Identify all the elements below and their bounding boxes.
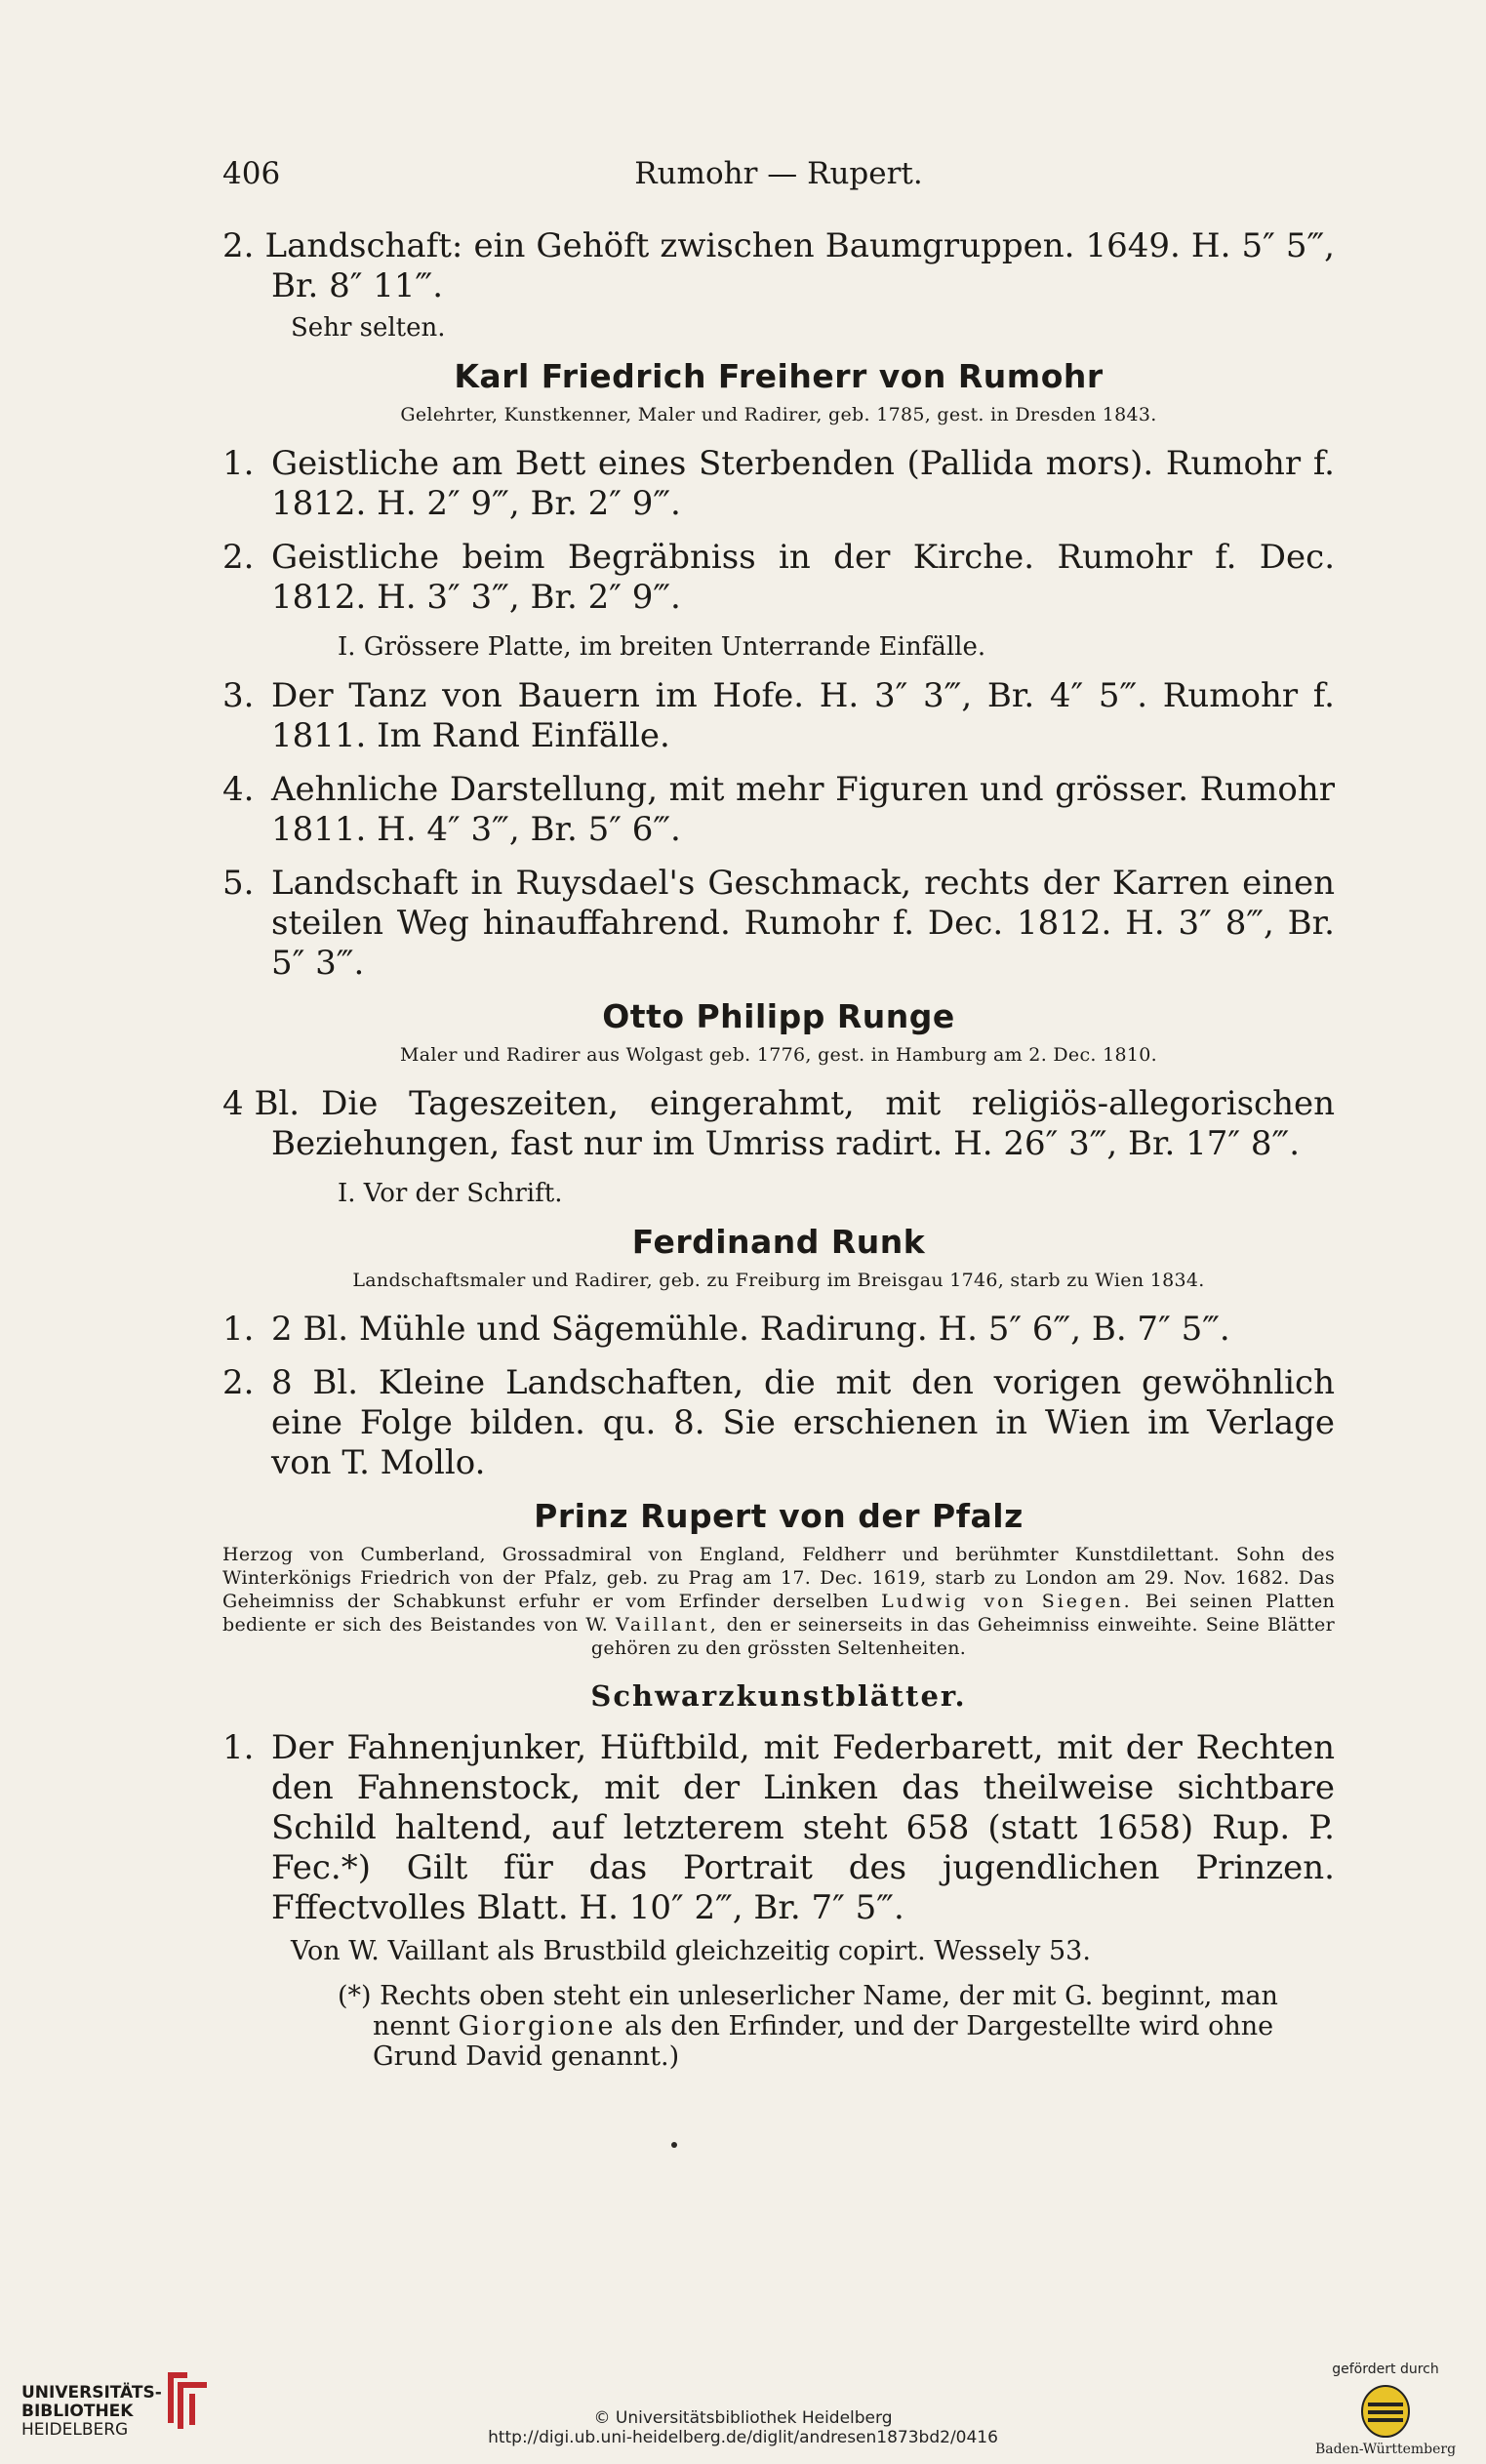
section-subheading: Schwarzkunstblätter. <box>590 1679 967 1713</box>
page-body <box>222 226 1335 2081</box>
bio-name-ludwig: Ludwig von Siegen. <box>881 1591 1133 1612</box>
library-name-line3: HEIDELBERG <box>21 2420 129 2440</box>
entry-note: Sehr selten. <box>291 313 446 343</box>
artist-heading-runk: Ferdinand Runk <box>631 1223 926 1261</box>
entry-runk-1: 1. 2 Bl. Mühle und Sägemühle. Radirung. H. 5″ 6‴, B. 7″ 5‴. <box>222 1310 1230 1349</box>
entry-runge-1 <box>222 1084 1335 1164</box>
entry-rupert-1: 1. Der Fahnenjunker, Hüftbild, mit Federbarett, mit der Rechten den Fahnenstock, mit der Linken das theilweise sichtbare Schild haltend, auf letzterem steht 658 (statt 1658) Rup. P. Fec.*) Gilt für das Portrait des jugendlichen Prinzen. Fffectvolles Blatt. H. 10″ 2‴, Br. 7″ 5‴. <box>222 1728 1335 1927</box>
bio-name-vaillant: Vaillant, <box>615 1614 719 1636</box>
entry-text: Landschaft in Ruysdael's Geschmack, rechts der Karren einen steilen Weg hinauffahrend. Rumohr f. Dec. 1812. H. 3″ 8‴, Br. 5″ 3‴. <box>271 864 1335 983</box>
footnote <box>222 1981 1335 2072</box>
entry-text: Geistliche am Bett eines Sterbenden (Pallida mors). Rumohr f. 1812. H. 2″ 9‴, Br. 2″ 9‴. <box>271 444 1335 523</box>
artist-bio-rumohr: Gelehrter, Kunstkenner, Maler und Radirer, geb. 1785, gest. in Dresden 1843. <box>400 404 1157 425</box>
entry-prev-2: 2. Landschaft: ein Gehöft zwischen Baumgruppen. 1649. H. 5″ 5‴, Br. 8″ 11‴. <box>222 226 1335 305</box>
funded-by-text: gefördert durch <box>1332 2362 1439 2377</box>
state-coat-of-arms-icon <box>1356 2383 1415 2440</box>
entry-text: Der Fahnenjunker, Hüftbild, mit Federbarett, mit der Rechten den Fahnenstock, mit der Linken das theilweise sichtbare Schild haltend, auf letzterem steht 658 (statt 1658) Rup. P. Fec.*) Gilt für das Portrait des jugendlichen Prinzen. Fffectvolles Blatt. H. 10″ 2‴, Br. 7″ 5‴. <box>271 1728 1335 1927</box>
entry-runk-2: 2. 8 Bl. Kleine Landschaften, die mit den vorigen gewöhnlich eine Folge bilden. qu. 8. Sie erschienen in Wien im Verlage von T. Mollo. <box>222 1363 1335 1482</box>
artist-bio-rupert <box>222 1543 1335 1660</box>
footnote-name: Giorgione <box>458 2011 617 2041</box>
page-mark <box>671 2142 677 2148</box>
library-name-line2: BIBLIOTHEK <box>21 2402 134 2421</box>
entry-text: 8 Bl. Kleine Landschaften, die mit den vorigen gewöhnlich eine Folge bilden. qu. 8. Sie erschienen in Wien im Verlage von T. Mollo. <box>271 1363 1335 1482</box>
artist-bio-runge: Maler und Radirer aus Wolgast geb. 1776, gest. in Hamburg am 2. Dec. 1810. <box>400 1044 1157 1066</box>
entry-rumohr-1: 1. Geistliche am Bett eines Sterbenden (Pallida mors). Rumohr f. 1812. H. 2″ 9‴, Br. 2″ 9‴. <box>222 444 1335 523</box>
entry-rumohr-4: 4. Aehnliche Darstellung, mit mehr Figuren und grösser. Rumohr 1811. H. 4″ 3‴, Br. 5″ 6‴. <box>222 770 1335 849</box>
entry-text: Aehnliche Darstellung, mit mehr Figuren und grösser. Rumohr 1811. H. 4″ 3‴, Br. 5″ 6‴. <box>271 770 1335 849</box>
state-name: Baden-Württemberg <box>1314 2442 1457 2457</box>
page-number: 406 <box>222 156 281 191</box>
entry-rumohr-5: 5. Landschaft in Ruysdael's Geschmack, rechts der Karren einen steilen Weg hinauffahrend. Rumohr f. Dec. 1812. H. 3″ 8‴, Br. 5″ 3‴. <box>222 864 1335 983</box>
entry-note: Von W. Vaillant als Brustbild gleichzeitig copirt. Wessely 53. <box>291 1936 1091 1966</box>
entry-rumohr-2: 2. Geistliche beim Begräbniss in der Kirche. Rumohr f. Dec. 1812. H. 3″ 3‴, Br. 2″ 9‴. <box>222 538 1335 617</box>
bio-text: Herzog von Cumberland, Grossadmiral von England, Feldherr und berühmter Kunstdilettant. Sohn des Winterkönigs Friedrich von der Pfalz, geb. zu Prag am 17. Dec. 1619, starb zu London am 29. Nov. 1682. Das Geheimniss der Schabkunst erfuhr er vom Erfinder derselben <box>222 1544 1335 1612</box>
permalink-url[interactable]: http://digi.ub.uni-heidelberg.de/diglit/andresen1873bd2/0416 <box>488 2428 998 2447</box>
artist-heading-rumohr: Karl Friedrich Freiherr von Rumohr <box>454 357 1104 395</box>
bio-text: den er seinerseits in das Geheimniss einweihte. Seine Blätter gehören zu den grössten Seltenheiten. <box>590 1614 1335 1659</box>
artist-heading-rupert: Prinz Rupert von der Pfalz <box>534 1497 1024 1535</box>
running-title: Rumohr — Rupert. <box>634 156 923 191</box>
entry-number: 4 Bl. <box>222 1084 301 1123</box>
footer-copyright <box>0 2408 1486 2447</box>
bio-text: Bei seinen Platten bediente er sich des Beistandes von W. <box>222 1591 1336 1636</box>
page-header <box>222 156 1335 199</box>
footnote-text: als den Erfinder, und der Dargestellte wird ohne Grund David genannt.) <box>373 2011 1274 2072</box>
copyright-text: © Universitätsbibliothek Heidelberg <box>593 2408 893 2428</box>
library-name-line1: UNIVERSITÄTS- <box>21 2383 162 2403</box>
footnote-text: (*) Rechts oben steht ein unleserlicher Name, der mit G. beginnt, man nennt <box>338 1981 1278 2041</box>
artist-heading-runge: Otto Philipp Runge <box>602 997 955 1035</box>
funding-badge <box>1298 2362 1473 2457</box>
artist-bio-runk: Landschaftsmaler und Radirer, geb. zu Freiburg im Breisgau 1746, starb zu Wien 1834. <box>352 1270 1205 1291</box>
entry-rumohr-3: 3. Der Tanz von Bauern im Hofe. H. 3″ 3‴, Br. 4″ 5‴. Rumohr f. 1811. Im Rand Einfälle. <box>222 676 1335 755</box>
entry-text: Der Tanz von Bauern im Hofe. H. 3″ 3‴, Br. 4″ 5‴. Rumohr f. 1811. Im Rand Einfälle. <box>271 676 1335 755</box>
entry-text: Geistliche beim Begräbniss in der Kirche. Rumohr f. Dec. 1812. H. 3″ 3‴, Br. 2″ 9‴. <box>271 538 1335 617</box>
entry-note: I. Grössere Platte, im breiten Unterrande Einfälle. <box>338 632 986 662</box>
entry-text: Die Tageszeiten, eingerahmt, mit religiös-allegorischen Beziehungen, fast nur im Umriss radirt. H. 26″ 3‴, Br. 17″ 8‴. <box>271 1084 1335 1163</box>
entry-text: 2 Bl. Mühle und Sägemühle. Radirung. H. 5″ 6‴, B. 7″ 5‴. <box>271 1310 1230 1349</box>
entry-note: I. Vor der Schrift. <box>338 1179 563 1208</box>
